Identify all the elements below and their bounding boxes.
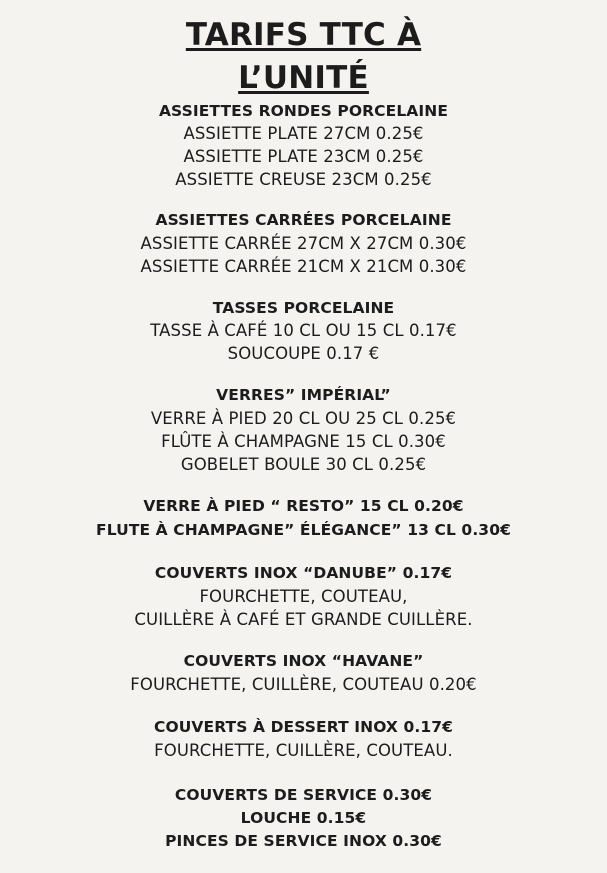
item-line: FOURCHETTE, CUILLÈRE, COUTEAU 0.20€ (130, 675, 477, 694)
item-line: FLÛTE À CHAMPAGNE 15 CL 0.30€ (161, 432, 446, 451)
section-heading-serving-cutlery: COUVERTS DE SERVICE 0.30€ (174, 786, 433, 804)
item-line: ASSIETTE CARRÉE 27CM X 27CM 0.30€ (140, 234, 467, 253)
section-heading-cups: TASSES PORCELAINE (212, 299, 395, 317)
section-heading-resto-glass: VERRE À PIED “ RESTO” 15 CL 0.20€ (143, 497, 464, 515)
item-line: TASSE À CAFÉ 10 CL OU 15 CL 0.17€ (150, 321, 457, 340)
section-heading-ladle: LOUCHE 0.15€ (240, 809, 367, 827)
section-heading-elegance-flute: FLUTE À CHAMPAGNE” ÉLÉGANCE” 13 CL 0.30€ (96, 521, 511, 539)
page-title-line-1: TARIFS TTC À (185, 17, 422, 53)
item-line: VERRE À PIED 20 CL OU 25 CL 0.25€ (150, 409, 457, 428)
section-heading-round-plates: ASSIETTES RONDES PORCELAINE (158, 102, 449, 120)
item-line: ASSIETTE PLATE 23CM 0.25€ (183, 147, 424, 166)
section-heading-danube-cutlery: COUVERTS INOX “DANUBE” 0.17€ (154, 564, 453, 582)
item-line: ASSIETTE CREUSE 23CM 0.25€ (175, 170, 432, 189)
section-heading-serving-tongs: PINCES DE SERVICE INOX 0.30€ (165, 832, 442, 850)
item-line: FOURCHETTE, CUILLÈRE, COUTEAU. (154, 741, 453, 760)
item-line: CUILLÈRE À CAFÉ ET GRANDE CUILLÈRE. (134, 610, 473, 629)
section-heading-havane-cutlery: COUVERTS INOX “HAVANE” (183, 652, 424, 670)
section-heading-glasses: VERRES” IMPÉRIAL” (216, 386, 391, 404)
item-line: FOURCHETTE, COUTEAU, (199, 587, 408, 606)
item-line: SOUCOUPE 0.17 € (227, 344, 380, 363)
section-heading-square-plates: ASSIETTES CARRÉES PORCELAINE (155, 211, 452, 229)
item-line: ASSIETTE CARRÉE 21CM X 21CM 0.30€ (140, 257, 467, 276)
item-line: GOBELET BOULE 30 CL 0.25€ (180, 455, 427, 474)
section-heading-dessert-cutlery: COUVERTS À DESSERT INOX 0.17€ (153, 718, 453, 736)
page-title-line-2: L’UNITÉ (238, 60, 369, 96)
item-line: ASSIETTE PLATE 27CM 0.25€ (183, 124, 424, 143)
